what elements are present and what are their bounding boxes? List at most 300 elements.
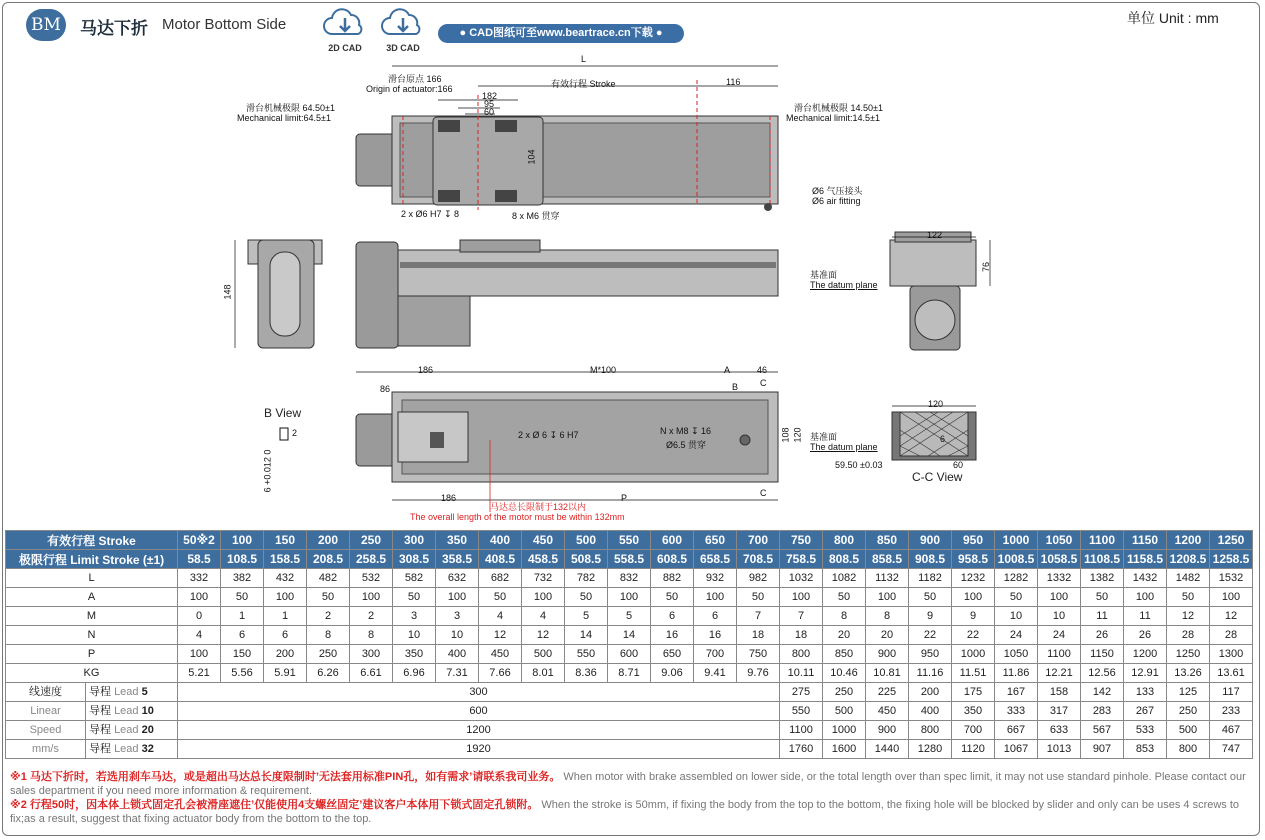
front-rail-groove [400,262,776,268]
speed-cell: 283 [1081,702,1124,721]
table-cell: 50 [479,588,522,607]
table-cell: 850 [823,645,866,664]
front-view [356,240,778,348]
dim-p-label: P [621,493,628,503]
speed-cell: 158 [1038,683,1081,702]
table-cell: 482 [307,569,350,588]
front-coupler [398,296,470,346]
dim-76-label: 76 [981,261,992,273]
limit-row-cell: 1258.5 [1210,550,1253,569]
table-cell: 11 [1081,607,1124,626]
table-cell: 11.86 [995,664,1038,683]
table-cell: 14 [608,626,651,645]
table-cell: 3 [436,607,479,626]
table-cell: 800 [780,645,823,664]
limit-row-cell: 458.5 [522,550,565,569]
table-cell: 100 [522,588,565,607]
speed-cell: 467 [1210,721,1253,740]
front-rail [398,250,778,296]
row-label: KG [6,664,178,683]
lead-label [86,683,177,701]
b-view-tol: 6 +0.012 0 [262,449,273,493]
table-cell: 10 [995,607,1038,626]
table-cell: 632 [436,569,479,588]
footnotes [10,770,1255,826]
table-cell: 50 [565,588,608,607]
table-cell: 5.21 [178,664,221,683]
table-cell: 1432 [1124,569,1167,588]
stroke-row-cell: 550 [608,531,651,550]
stroke-row-cell: 400 [479,531,522,550]
table-cell: 11.51 [952,664,995,683]
lead-num: 32 [141,743,154,755]
speed-en: mm/s [6,740,86,758]
speed-cell: 275 [780,683,823,702]
table-cell: 1050 [995,645,1038,664]
limit-row-cell: 558.5 [608,550,651,569]
table-cell: 6 [221,626,264,645]
table-cell: 6 [651,607,694,626]
speed-cell: 250 [1167,702,1210,721]
speed-row [6,683,1253,702]
table-cell: 18 [780,626,823,645]
speed-row [6,740,1253,759]
table-cell: 250 [307,645,350,664]
speed-cell: 142 [1081,683,1124,702]
table-cell: 12.21 [1038,664,1081,683]
origin-en: Origin of actuator:166 [366,84,453,94]
slider-hole [495,190,517,202]
speed-cell: 1067 [995,740,1038,759]
speed-en: Speed [6,721,86,739]
table-cell: 8 [823,607,866,626]
dim-108-label: 108 [780,427,791,443]
stroke-row-cell: 150 [264,531,307,550]
table-cell: 1 [221,607,264,626]
c-mark-bottom: C [760,488,767,498]
unit-label: 单位 Unit : mm [1127,10,1219,26]
lead-num: 20 [141,724,154,736]
table-cell: 16 [694,626,737,645]
speed-base: 1200 [178,721,780,740]
stroke-row-cell: 750 [780,531,823,550]
table-cell: 20 [823,626,866,645]
table-cell: 50 [651,588,694,607]
speed-cell: 1600 [823,740,866,759]
cc-6-label: 6 [940,434,946,444]
note-1 [10,770,1255,798]
table-row [6,664,1253,683]
right-rail [890,240,976,286]
stroke-row-cell: 50※2 [178,531,221,550]
table-cell: 5.91 [264,664,307,683]
speed-cell: 250 [823,683,866,702]
table-cell: 100 [866,588,909,607]
table-cell: 9 [909,607,952,626]
table-cell: 28 [1167,626,1210,645]
note-1-cn: ※1 马达下折时，若选用刹车马达，或是超出马达总长度限制时’无法套用标准PIN孔，如有需求’请联系我司业务。 [10,771,561,783]
table-row [6,588,1253,607]
limit-row-cell: 208.5 [307,550,350,569]
table-cell: 1150 [1081,645,1124,664]
motor-limit-cn: 马达总长限制于132以内 [490,502,587,512]
speed-row-label [6,721,178,740]
stroke-row-label: 有效行程 Stroke [6,531,178,550]
table-cell: 100 [178,645,221,664]
table-cell: 882 [651,569,694,588]
table-cell: 5 [565,607,608,626]
table-cell: 50 [393,588,436,607]
table-cell: 4 [479,607,522,626]
cc-120-label: 120 [928,399,944,409]
table-cell: 9.06 [651,664,694,683]
speed-cell: 117 [1210,683,1253,702]
limit-row-cell: 1058.5 [1038,550,1081,569]
table-cell: 24 [995,626,1038,645]
speed-cell: 1760 [780,740,823,759]
table-cell: 5.56 [221,664,264,683]
table-cell: 9 [952,607,995,626]
speed-cell: 200 [909,683,952,702]
cad-download-link[interactable]: ● CAD图纸可至www.beartrace.cn下载 ● [438,24,684,43]
table-row [6,626,1253,645]
dim-60-label: 60 [484,107,495,117]
lead-en: Lead [114,724,142,736]
table-cell: 22 [909,626,952,645]
table-cell: 100 [1038,588,1081,607]
limit-row-cell: 808.5 [823,550,866,569]
table-cell: 12.91 [1124,664,1167,683]
table-cell: 8.36 [565,664,608,683]
table-cell: 332 [178,569,221,588]
stroke-row-cell: 650 [694,531,737,550]
right-motor-shaft [915,300,955,340]
note-1-en: When motor with brake assembled on lower side, or the total length over than spec limit, it may not use standard pinhole. Please contact our sales department if you need more information & requirement. [10,771,1246,797]
speed-cell: 700 [952,721,995,740]
table-cell: 8 [866,607,909,626]
table-cell: 432 [264,569,307,588]
motor-limit-en: The overall length of the motor must be within 132mm [410,512,625,522]
stroke-label: 有效行程 Stroke [551,79,616,89]
table-cell: 50 [1167,588,1210,607]
stroke-row-cell: 1050 [1038,531,1081,550]
table-cell: 1082 [823,569,866,588]
b-mark: B [732,382,739,392]
speed-cell: 400 [909,702,952,721]
table-cell: 28 [1210,626,1253,645]
table-cell: 100 [1124,588,1167,607]
speed-base: 600 [178,702,780,721]
table-cell: 100 [178,588,221,607]
lead-cn: 导程 [89,686,115,698]
table-cell: 1 [264,607,307,626]
limit-row-label: 极限行程 Limit Stroke (±1) [6,550,178,569]
table-cell: 10.11 [780,664,823,683]
dim-86-label: 86 [380,384,391,394]
limit-row-cell: 358.5 [436,550,479,569]
lead-label [86,702,177,720]
stroke-row-cell: 1100 [1081,531,1124,550]
table-cell: 18 [737,626,780,645]
end-motor-slot [270,252,300,336]
bottom-view [356,372,778,512]
table-cell: 9.41 [694,664,737,683]
speed-cell: 1100 [780,721,823,740]
table-cell: 4 [522,607,565,626]
origin-cn: 滑台原点 166 [388,74,442,84]
table-cell: 11 [1124,607,1167,626]
b-view [280,428,288,440]
table-cell: 6.26 [307,664,350,683]
limit-row-cell: 1158.5 [1124,550,1167,569]
table-cell: 3 [393,607,436,626]
table-cell: 150 [221,645,264,664]
cc-view [892,406,976,460]
limit-row-cell: 58.5 [178,550,221,569]
speed-cell: 167 [995,683,1038,702]
b-view-title: B View [264,406,302,420]
air-fitting-en: Ø6 air fitting [812,196,861,206]
row-label: N [6,626,178,645]
stroke-row-cell: 250 [350,531,393,550]
note-2-en: When the stroke is 50mm, if fixing the body from the top to the bottom, the fixing hole will be blocked by slider and only can be uses 4 screws to fix;as a result, suggest that fixing actuator body from the bottom to the top. [10,799,1240,825]
table-cell: 10.81 [866,664,909,683]
table-cell: 20 [866,626,909,645]
table-cell: 350 [393,645,436,664]
speed-row-label [6,683,178,702]
row-label: M [6,607,178,626]
table-cell: 100 [1210,588,1253,607]
speed-cell: 800 [1167,740,1210,759]
dim-L-label: L [581,54,587,64]
bottom-holes-n1: N x M8 ↧ 16 [660,426,712,436]
table-cell: 6.96 [393,664,436,683]
table-cell: 11.16 [909,664,952,683]
dim-186b-label: 186 [441,493,457,503]
dim-95-label: 95 [484,99,495,109]
table-cell: 1382 [1081,569,1124,588]
dim-116: 116 [726,77,741,87]
table-row [6,569,1253,588]
table-cell: 2 [307,607,350,626]
table-cell: 900 [866,645,909,664]
speed-cell: 125 [1167,683,1210,702]
limit-row-cell: 1108.5 [1081,550,1124,569]
table-cell: 12.56 [1081,664,1124,683]
table-cell: 10 [436,626,479,645]
table-cell: 1182 [909,569,952,588]
table-cell: 4 [178,626,221,645]
speed-cell: 333 [995,702,1038,721]
table-cell: 16 [651,626,694,645]
table-cell: 950 [909,645,952,664]
speed-cell: 1120 [952,740,995,759]
table-cell: 7.31 [436,664,479,683]
table-cell: 14 [565,626,608,645]
dim-122-label: 122 [927,230,943,240]
table-cell: 200 [264,645,307,664]
limit-row-cell: 158.5 [264,550,307,569]
hole-spec-2: 8 x M6 贯穿 [512,211,560,221]
lead-cn: 导程 [89,743,115,755]
table-cell: 50 [823,588,866,607]
table-cell: 1482 [1167,569,1210,588]
speed-row-label [6,702,178,721]
row-label: L [6,569,178,588]
dim-120-label: 120 [792,427,803,443]
speed-cell: 175 [952,683,995,702]
speed-cn: 线速度 [6,683,86,701]
limit-row-cell: 658.5 [694,550,737,569]
speed-cell: 317 [1038,702,1081,721]
table-cell: 582 [393,569,436,588]
speed-cell: 1013 [1038,740,1081,759]
table-row [6,607,1253,626]
cc-5950-label: 59.50 ±0.03 [835,460,883,470]
speed-cell: 133 [1124,683,1167,702]
table-cell: 7 [780,607,823,626]
stroke-row-cell: 1250 [1210,531,1253,550]
table-row [6,645,1253,664]
speed-cell: 800 [909,721,952,740]
table-cell: 1232 [952,569,995,588]
limit-row-cell: 758.5 [780,550,823,569]
slider-hole [438,120,460,132]
stroke-row-cell: 350 [436,531,479,550]
table-cell: 1250 [1167,645,1210,664]
cad-2d-label: 2D CAD [328,43,362,53]
spec-table [5,530,1253,759]
speed-cell: 667 [995,721,1038,740]
speed-cell: 533 [1124,721,1167,740]
table-cell: 12 [1210,607,1253,626]
speed-row-label [6,740,178,759]
table-cell: 1282 [995,569,1038,588]
table-cell: 1032 [780,569,823,588]
bottom-holes-n2: Ø6.5 贯穿 [666,440,707,450]
speed-cell: 1280 [909,740,952,759]
speed-row [6,702,1253,721]
table-cell: 1132 [866,569,909,588]
limit-row-cell: 708.5 [737,550,780,569]
speed-cell: 1440 [866,740,909,759]
bottom-pin [740,435,750,445]
table-cell: 5 [608,607,651,626]
table-cell: 982 [737,569,780,588]
stroke-row-cell: 900 [909,531,952,550]
table-cell: 2 [350,607,393,626]
mech-right-en: Mechanical limit:14.5±1 [786,113,880,123]
mech-right-cn: 滑台机械极限 14.50±1 [794,103,883,113]
lead-label [86,721,177,739]
note-2-cn: ※2 行程50时，因本体上锁式固定孔会被滑座遮住’仅能使用4支螺丝固定’建议客户本体用下锁式固定孔锁附。 [10,799,539,811]
stroke-row-cell: 600 [651,531,694,550]
table-cell: 100 [780,588,823,607]
table-cell: 50 [221,588,264,607]
b-view-slot [280,428,288,440]
table-cell: 1200 [1124,645,1167,664]
cad-3d-label: 3D CAD [386,43,420,53]
dim-186a-label: 186 [418,365,434,375]
table-cell: 1332 [1038,569,1081,588]
lead-cn: 导程 [89,705,115,717]
table-cell: 50 [995,588,1038,607]
limit-row-cell: 858.5 [866,550,909,569]
stroke-row [6,531,1253,550]
table-cell: 8.71 [608,664,651,683]
stroke-row-cell: 450 [522,531,565,550]
slider-hole [495,120,517,132]
stroke-row-cell: 300 [393,531,436,550]
stroke-row-cell: 950 [952,531,995,550]
dim-104-label: 104 [526,149,537,165]
table-cell: 24 [1038,626,1081,645]
speed-cell: 267 [1124,702,1167,721]
note-2 [10,798,1255,826]
right-end-view [890,232,990,350]
table-cell: 12 [1167,607,1210,626]
slider-hole [438,190,460,202]
table-cell: 600 [608,645,651,664]
speed-cell: 900 [866,721,909,740]
row-label: P [6,645,178,664]
limit-row-cell: 508.5 [565,550,608,569]
stroke-row-cell: 1150 [1124,531,1167,550]
limit-row-cell: 1208.5 [1167,550,1210,569]
table-cell: 12 [522,626,565,645]
limit-row-cell: 408.5 [479,550,522,569]
bottom-holes-a: 2 x Ø 6 ↧ 6 H7 [518,430,579,440]
speed-cell: 550 [780,702,823,721]
mech-left-cn: 滑台机械极限 64.50±1 [246,103,335,113]
limit-row-cell: 608.5 [651,550,694,569]
page-title-en: Motor Bottom Side [162,16,287,33]
table-cell: 8 [350,626,393,645]
speed-base: 300 [178,683,780,702]
hole-spec-1: 2 x Ø6 H7 ↧ 8 [401,209,460,219]
dim-a-label: A [724,365,731,375]
table-cell: 1532 [1210,569,1253,588]
table-cell: 0 [178,607,221,626]
table-cell: 7 [737,607,780,626]
dim-148-label: 148 [222,284,233,300]
table-cell: 10 [393,626,436,645]
air-fitting-cn: Ø6 气压接头 [812,186,863,196]
speed-cell: 853 [1124,740,1167,759]
stroke-row-cell: 500 [565,531,608,550]
table-cell: 26 [1124,626,1167,645]
speed-cell: 225 [866,683,909,702]
table-cell: 400 [436,645,479,664]
limit-row-cell: 308.5 [393,550,436,569]
series-badge: BM [26,9,66,41]
table-cell: 9.76 [737,664,780,683]
table-cell: 6 [694,607,737,626]
table-cell: 100 [694,588,737,607]
lead-en: Lead [114,743,142,755]
speed-cell: 233 [1210,702,1253,721]
cc-datum-cn: 基准面 [810,432,838,442]
dim-46-label: 46 [757,365,768,375]
table-cell: 6 [264,626,307,645]
front-motor [356,242,398,348]
table-cell: 782 [565,569,608,588]
stroke-row-cell: 1200 [1167,531,1210,550]
speed-cell: 450 [866,702,909,721]
row-label: A [6,588,178,607]
table-cell: 832 [608,569,651,588]
dim-182-label: 182 [482,91,498,101]
